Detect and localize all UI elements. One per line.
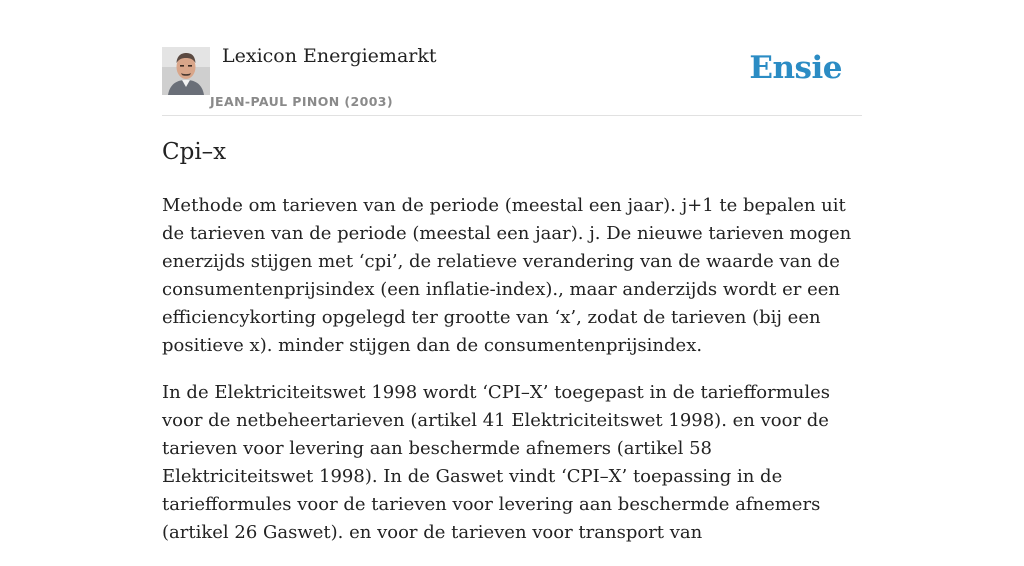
author-name[interactable]: JEAN-PAUL PINON (2003): [210, 94, 394, 109]
header: [162, 0, 862, 116]
entry-title: Cpi–x: [162, 139, 227, 165]
entry-body: [162, 192, 864, 566]
ensie-logo[interactable]: Ensie: [749, 50, 842, 86]
author-portrait-icon: [162, 47, 210, 95]
book-title[interactable]: Lexicon Energiemarkt: [222, 45, 437, 67]
entry-paragraph-2: In de Elektriciteitswet 1998 wordt ‘CPI–X’ toegepast in de tariefformules voor de netbeheertarieven (artikel 41 Elektriciteitswet 1998). en voor de tarieven voor levering aan beschermde afnemers (artikel 58 Elektriciteitswet 1998). In de Gaswet vindt ‘CPI–X’ toepassing in de tariefformules voor de tarieven voor levering aan beschermde afnemers (artikel 26 Gaswet). en voor de tarieven voor transport van: [162, 382, 830, 543]
content-container: [162, 0, 862, 543]
entry-paragraph-1: Methode om tarieven van de periode (meestal een jaar). j+1 te bepalen uit de tarieven van de periode (meestal een jaar). j. De nieuwe tarieven mogen enerzijds stijgen met ‘cpi’, de relatieve verandering van de waarde van de consumentenprijsindex (een inflatie-index)., maar anderzijds wordt er een efficiencykorting opgelegd ter grootte van ‘x’, zodat de tarieven (bij een positieve x). minder stijgen dan de consumentenprijsindex.: [162, 195, 852, 356]
avatar[interactable]: [162, 47, 210, 95]
